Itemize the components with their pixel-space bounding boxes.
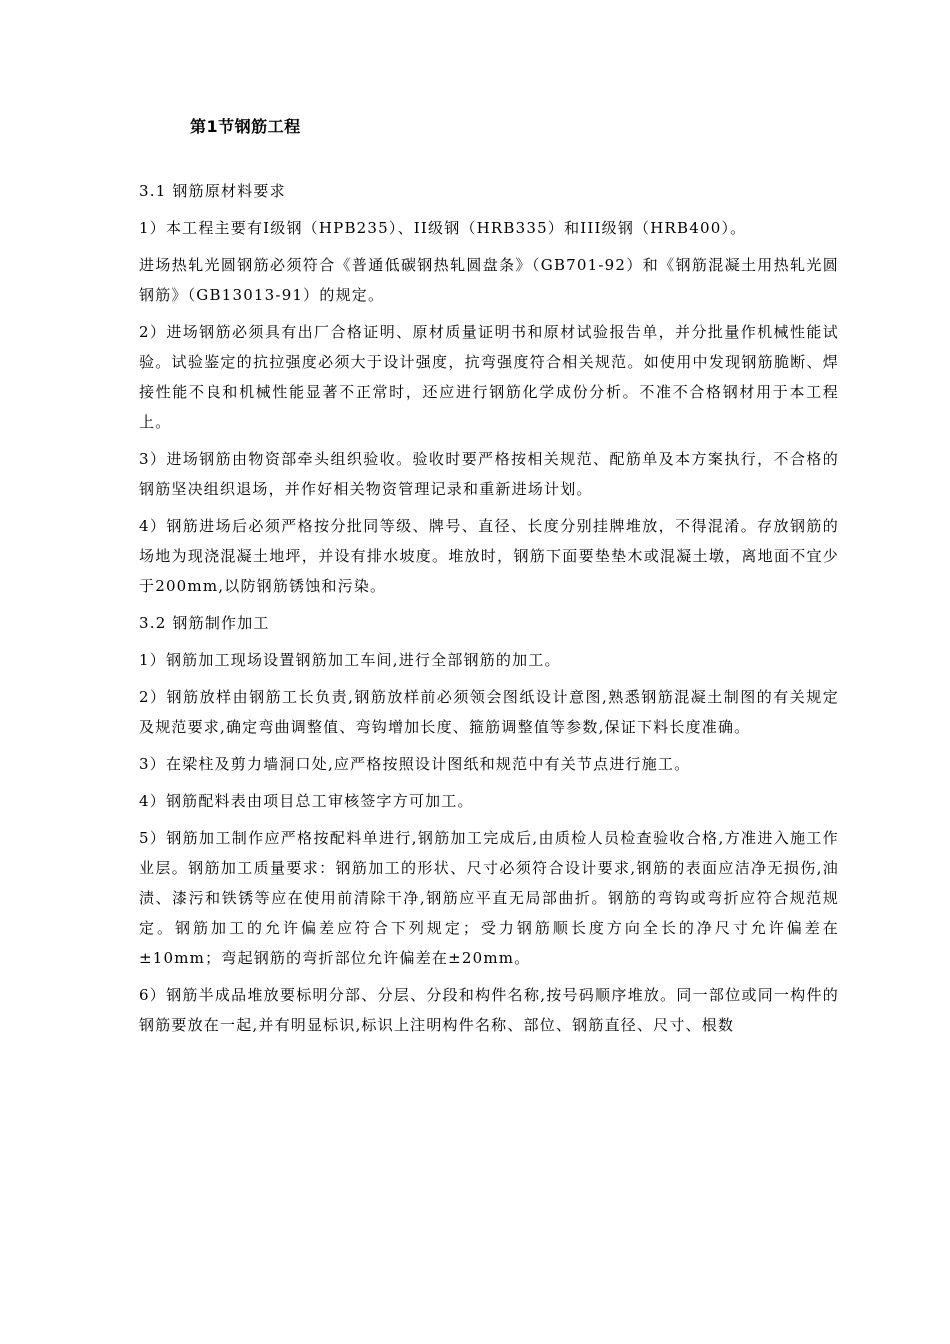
paragraph: 3）在梁柱及剪力墙洞口处,应严格按照设计图纸和规范中有关节点进行施工。 [139, 755, 691, 773]
paragraph: 2）进场钢筋必须具有出厂合格证明、原材质量证明书和原材试验报告单，并分批量作机械性能试验。试验鉴定的抗拉强度必须大于设计强度，抗弯强度符合相关规范。如使用中发现钢筋脆断、焊接性能不良和机械性能显著不正常时，还应进行钢筋化学成份分析。不准不合格钢材用于本工程上。 [139, 323, 839, 431]
page-heading: 第1节钢筋工程 [190, 117, 301, 136]
paragraph: 6）钢筋半成品堆放要标明分部、分层、分段和构件名称,按号码顺序堆放。同一部位或同一构件的钢筋要放在一起,并有明显标识,标识上注明构件名称、部位、钢筋直径、尺寸、根数 [139, 986, 839, 1034]
paragraph: 1）钢筋加工现场设置钢筋加工车间,进行全部钢筋的加工。 [139, 651, 561, 669]
section-title: 3.2 钢筋制作加工 [139, 614, 270, 632]
paragraph: 4）钢筋进场后必须严格按分批同等级、牌号、直径、长度分别挂牌堆放，不得混淆。存放钢筋的场地为现浇混凝土地坪，并设有排水坡度。堆放时，钢筋下面要垫垫木或混凝土墩，离地面不宜少于200mm,以防钢筋锈蚀和污染。 [139, 517, 839, 595]
paragraph: 进场热轧光圆钢筋必须符合《普通低碳钢热轧圆盘条》（GB701-92）和《钢筋混凝土用热轧光圆钢筋》（GB13013-91）的规定。 [139, 256, 839, 304]
section-raw-materials [139, 176, 839, 601]
paragraph: 2）钢筋放样由钢筋工长负责,钢筋放样前必须领会图纸设计意图,熟悉钢筋混凝土制图的有关规定及规范要求,确定弯曲调整值、弯钩增加长度、箍筋调整值等参数,保证下料长度准确。 [139, 688, 839, 736]
paragraph: 3）进场钢筋由物资部牵头组织验收。验收时要严格按相关规范、配筋单及本方案执行，不合格的钢筋坚决组织退场，并作好相关物资管理记录和重新进场计划。 [139, 450, 839, 498]
paragraph: 4）钢筋配料表由项目总工审核签字方可加工。 [139, 792, 474, 810]
paragraph: 5）钢筋加工制作应严格按配料单进行,钢筋加工完成后,由质检人员检查验收合格,方准进入施工作业层。钢筋加工质量要求：钢筋加工的形状、尺寸必须符合设计要求,钢筋的表面应洁净无损伤,油渍、漆污和铁锈等应在使用前清除干净,钢筋应平直无局部曲折。钢筋的弯钩或弯折应符合规范规定。钢筋加工的允许偏差应符合下列规定；受力钢筋顺长度方向全长的净尺寸允许偏差在±10mm；弯起钢筋的弯折部位允许偏差在±20mm。 [139, 829, 839, 967]
section-title: 3.1 钢筋原材料要求 [139, 182, 286, 200]
paragraph: 1）本工程主要有I级钢（HPB235）、II级钢（HRB335）和III级钢（HRB400）。 [139, 219, 747, 237]
document-body [139, 176, 839, 1047]
section-fabrication [139, 608, 839, 1040]
